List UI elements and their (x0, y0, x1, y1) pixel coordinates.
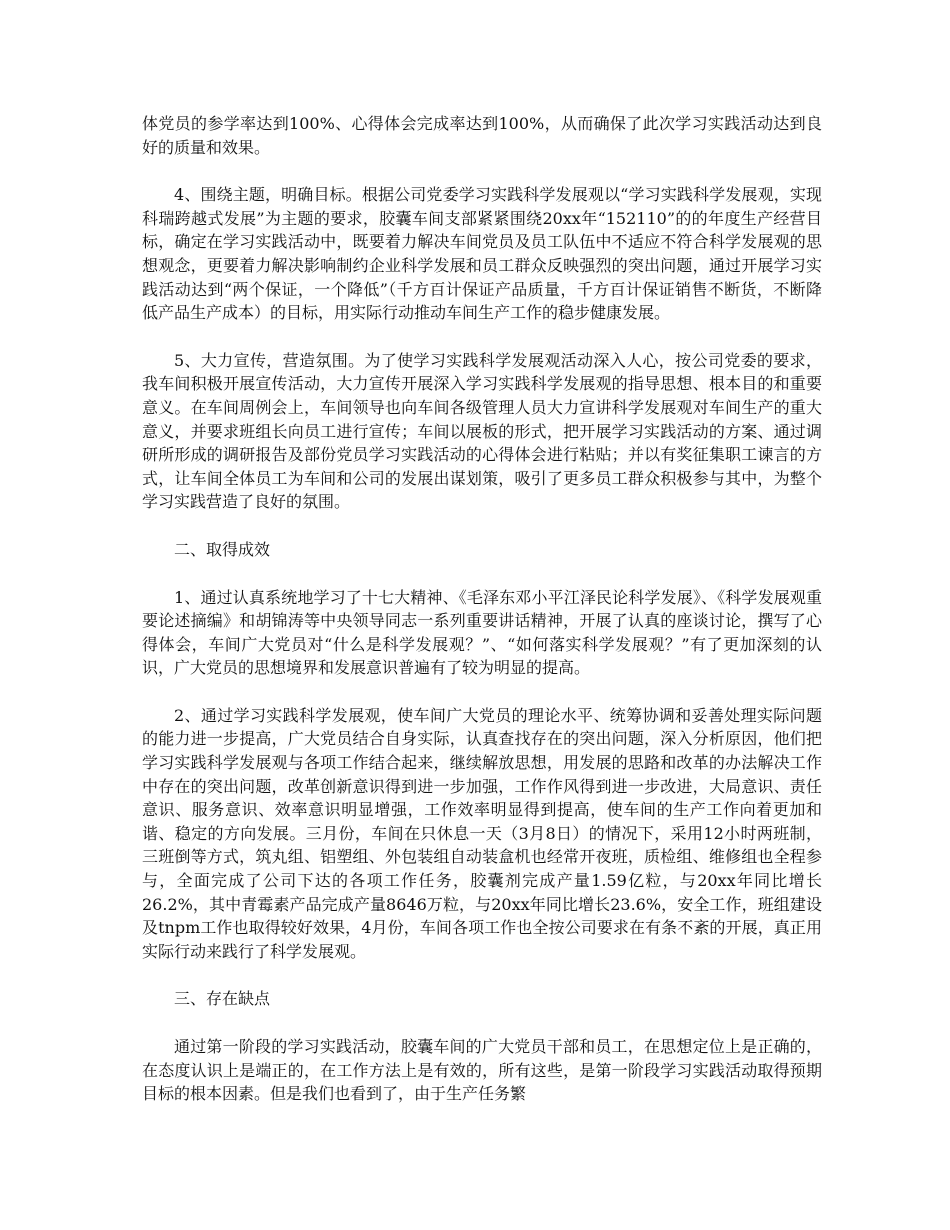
paragraph-publicity: 5、大力宣传，营造氛围。为了使学习实践科学发展观活动深入人心，按公司党委的要求，我车间积极开展宣传活动，大力宣传开展深入学习实践科学发展观的指导思想、根本目的和重要意义。在车间周例会上，车间领导也向车间各级管理人员大力宣讲科学发展观对车间生产的重大意义，并要求班组长向员工进行宣传；车间以展板的形式，把开展学习实践活动的方案、通过调研所形成的调研报告及部份党员学习实践活动的心得体会进行粘贴；并以有奖征集职工谏言的方式，让车间全体员工为车间和公司的发展出谋划策，吸引了更多员工群众积极参与其中，为整个学习实践营造了良好的氛围。 (142, 350, 822, 512)
paragraph-first-stage-summary: 通过第一阶段的学习实践活动，胶囊车间的广大党员干部和员工，在思想定位上是正确的，在态度认识上是端正的，在工作方法上是有效的，所有这些，是第一阶段学习实践活动取得预期目标的根本因素。但是我们也看到了，由于生产任务繁 (142, 1037, 822, 1104)
section-heading-shortcomings: 三、存在缺点 (174, 989, 271, 1009)
section-heading-achievements: 二、取得成效 (174, 539, 271, 559)
paragraph-theme-goal: 4、围绕主题，明确目标。根据公司党委学习实践科学发展观以“学习实践科学发展观，实现科瑞跨越式发展”为主题的要求，胶囊车间支部紧紧围绕20xx年“152110”的的年度生产经营目标，确定在学习实践活动中，既要着力解决车间党员及员工队伍中不适应不符合科学发展观的思想观念，更要着力解决影响制约企业科学发展和员工群众反映强烈的突出问题，通过开展学习实践活动达到“两个保证，一个降低”（千方百计保证产品质量，千方百计保证销售不断货，不断降低产品生产成本）的目标，用实际行动推动车间生产工作的稳步健康发展。 (142, 185, 822, 323)
paragraph-participation-rate: 体党员的参学率达到100%、心得体会完成率达到100%，从而确保了此次学习实践活动达到良好的质量和效果。 (142, 114, 822, 157)
paragraph-study-results: 1、通过认真系统地学习了十七大精神、《毛泽东邓小平江泽民论科学发展》、《科学发展观重要论述摘编》和胡锦涛等中央领导同志一系列重要讲话精神，开展了认真的座谈讨论，撰写了心得体会，车间广大党员对“什么是科学发展观？”、“如何落实科学发展观？”有了更加深刻的认识，广大党员的思想境界和发展意识普遍有了较为明显的提高。 (142, 587, 822, 678)
paragraph-practice-results: 2、通过学习实践科学发展观，使车间广大党员的理论水平、统筹协调和妥善处理实际问题的能力进一步提高，广大党员结合自身实际，认真查找存在的突出问题，深入分析原因，他们把学习实践科学发展观与各项工作结合起来，继续解放思想，用发展的思路和改革的办法解决工作中存在的突出问题，改革创新意识得到进一步加强，工作作风得到进一步改进，大局意识、责任意识、服务意识、效率意识明显增强，工作效率明显得到提高，使车间的生产工作向着更加和谐、稳定的方向发展。三月份，车间在只休息一天（3月8日）的情况下，采用12小时两班制，三班倒等方式，筑丸组、铝塑组、外包装组自动装盒机也经常开夜班，质检组、维修组也全程参与，全面完成了公司下达的各项工作任务，胶囊剂完成产量1.59亿粒，与20xx年同比增长26.2%，其中青霉素产品完成产量8646万粒，与20xx年同比增长23.6%，安全工作，班组建设及tnpm工作也取得较好效果，4月份，车间各项工作也全按公司要求在有条不紊的开展，真正用实际行动来践行了科学发展观。 (142, 705, 822, 961)
document-page (142, 112, 822, 1130)
